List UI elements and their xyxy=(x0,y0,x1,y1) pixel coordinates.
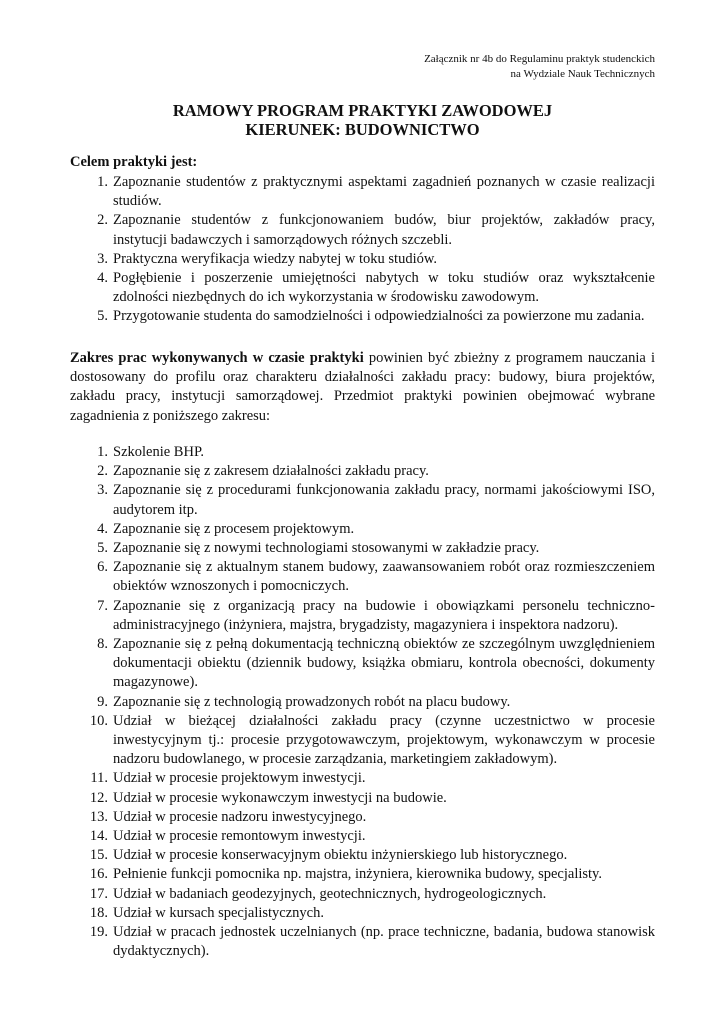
task-item xyxy=(70,597,655,635)
goal-item-number: 2. xyxy=(97,212,108,229)
goal-item xyxy=(70,211,655,249)
task-item-number: 4. xyxy=(97,520,108,537)
goal-item xyxy=(70,307,655,326)
title-line-2: KIERUNEK: BUDOWNICTWO xyxy=(245,120,480,139)
task-item-text: Zapoznanie się z procedurami funkcjonowania zakładu pracy, normami jakościowymi ISO, audytorem itp. xyxy=(113,482,655,518)
task-item-number: 15. xyxy=(89,847,108,864)
task-item-text: Udział w procesie nadzoru inwestycyjnego. xyxy=(113,808,367,825)
task-item xyxy=(70,635,655,693)
goal-item xyxy=(70,250,655,269)
document-title xyxy=(0,101,725,139)
task-item-text: Udział w badaniach geodezyjnych, geotechnicznych, hydrogeologicznych. xyxy=(113,885,547,902)
task-item-text: Pełnienie funkcji pomocnika np. majstra, inżyniera, kierownika budowy, specjalisty. xyxy=(113,866,602,883)
task-item-number: 5. xyxy=(97,540,108,557)
task-item xyxy=(70,789,655,808)
task-item xyxy=(70,923,655,961)
annex-line-1: Załącznik nr 4b do Regulaminu praktyk studenckich xyxy=(424,53,655,65)
task-item xyxy=(70,693,655,712)
task-item-number: 12. xyxy=(89,789,108,806)
task-item xyxy=(70,885,655,904)
task-item-text: Udział w procesie konserwacyjnym obiektu inżynierskiego lub historycznego. xyxy=(113,847,568,864)
scope-text: powinien być zbieżny z programem nauczania i dostosowany do profilu oraz charakteru działalności zakładu pracy: budowy, biura projektów, zakładu pracy, instytucji samorządowej. Przedmiot praktyki powinien obejmować wybrane zagadnienia z poniższego zakresu: xyxy=(70,350,655,424)
scope-paragraph xyxy=(70,349,655,426)
task-item-number: 18. xyxy=(89,904,108,921)
task-item-text: Udział w pracach jednostek uczelnianych (np. prace techniczne, badania, budowa stanowisk dydaktycznych). xyxy=(113,924,655,960)
goal-item-text: Pogłębienie i poszerzenie umiejętności nabytych w toku studiów oraz wykształcenie zdolności niezbędnych do ich wykorzystania w środowisku zawodowym. xyxy=(113,270,655,306)
task-item-text: Udział w bieżącej działalności zakładu pracy (czynne uczestnictwo w procesie inwestycyjnym tj.: procesie przygotowawczym, projektowym, wykonawczym w procesie nadzoru budowlanego, w procesie zarządzania, marketingiem zakładowym). xyxy=(113,712,655,768)
task-item-number: 19. xyxy=(89,924,108,941)
goal-item-number: 1. xyxy=(97,174,108,190)
goal-item-text: Praktyczna weryfikacja wiedzy nabytej w toku studiów. xyxy=(113,250,437,267)
task-item-number: 3. xyxy=(97,482,108,499)
task-item xyxy=(70,462,655,481)
task-item-number: 10. xyxy=(89,712,108,729)
task-item-number: 8. xyxy=(97,636,108,653)
goal-item-text: Zapoznanie studentów z praktycznymi aspektami zagadnień poznanych w czasie realizacji studiów. xyxy=(113,174,655,210)
task-item xyxy=(70,846,655,865)
goals-heading: Celem praktyki jest: xyxy=(70,154,198,170)
task-item-number: 7. xyxy=(97,597,108,614)
task-item xyxy=(70,769,655,788)
goals-list xyxy=(70,173,655,327)
task-item-text: Udział w procesie wykonawczym inwestycji na budowie. xyxy=(113,789,447,806)
goal-item-number: 5. xyxy=(97,308,108,325)
task-item xyxy=(70,558,655,596)
task-item-text: Zapoznanie się z aktualnym stanem budowy, zaawansowaniem robót oraz rozmieszczeniem obiektów wznoszonych i pomocniczych. xyxy=(113,559,655,595)
task-item xyxy=(70,712,655,770)
goal-item-text: Zapoznanie studentów z funkcjonowaniem budów, biur projektów, zakładów pracy, instytucji badawczych i samorządowych różnych szczebli. xyxy=(113,212,655,248)
task-item-number: 9. xyxy=(97,693,108,710)
task-item-number: 2. xyxy=(97,463,108,480)
task-item-number: 11. xyxy=(90,770,108,787)
task-item-number: 6. xyxy=(97,559,108,576)
task-item xyxy=(70,808,655,827)
task-item-number: 14. xyxy=(89,828,108,845)
task-item xyxy=(70,539,655,558)
task-item-text: Udział w procesie remontowym inwestycji. xyxy=(113,828,366,845)
annex-note xyxy=(424,52,655,82)
task-item xyxy=(70,827,655,846)
task-item-number: 16. xyxy=(89,866,108,883)
task-item-number: 17. xyxy=(89,885,108,902)
goal-item-number: 3. xyxy=(97,250,108,267)
scope-lead: Zakres prac wykonywanych w czasie praktyki xyxy=(70,350,364,366)
annex-line-2: na Wydziale Nauk Technicznych xyxy=(510,68,655,80)
task-item-text: Zapoznanie się z zakresem działalności zakładu pracy. xyxy=(113,463,429,480)
goal-item xyxy=(70,173,655,211)
goal-item xyxy=(70,269,655,307)
task-item-text: Udział w kursach specjalistycznych. xyxy=(113,904,324,921)
task-item-text: Udział w procesie projektowym inwestycji. xyxy=(113,770,366,787)
goal-item-number: 4. xyxy=(97,270,108,287)
goal-item-text: Przygotowanie studenta do samodzielności i odpowiedzialności za powierzone mu zadania. xyxy=(113,308,645,325)
task-item-number: 1. xyxy=(97,444,108,460)
task-item xyxy=(70,865,655,884)
task-item-text: Szkolenie BHP. xyxy=(113,444,205,460)
task-item-number: 13. xyxy=(89,808,108,825)
task-item-text: Zapoznanie się z technologią prowadzonych robót na placu budowy. xyxy=(113,693,511,710)
task-item xyxy=(70,481,655,519)
task-item-text: Zapoznanie się z pełną dokumentacją techniczną obiektów ze szczególnym uwzględnieniem dokumentacji obiektu (dziennik budowy, książka obmiaru, kontrola obecności, dokumenty magazynowe). xyxy=(113,636,655,691)
task-item-text: Zapoznanie się z organizacją pracy na budowie i obowiązkami personelu techniczno-administracyjnego (inżyniera, majstra, brygadzisty, magazyniera i inspektora nadzoru). xyxy=(113,597,655,633)
title-line-1: RAMOWY PROGRAM PRAKTYKI ZAWODOWEJ xyxy=(172,101,553,120)
tasks-list xyxy=(70,443,655,961)
task-item xyxy=(70,904,655,923)
task-item-text: Zapoznanie się z nowymi technologiami stosowanymi w zakładzie pracy. xyxy=(113,540,540,557)
task-item xyxy=(70,520,655,539)
task-item xyxy=(70,443,655,462)
task-item-text: Zapoznanie się z procesem projektowym. xyxy=(113,520,355,537)
